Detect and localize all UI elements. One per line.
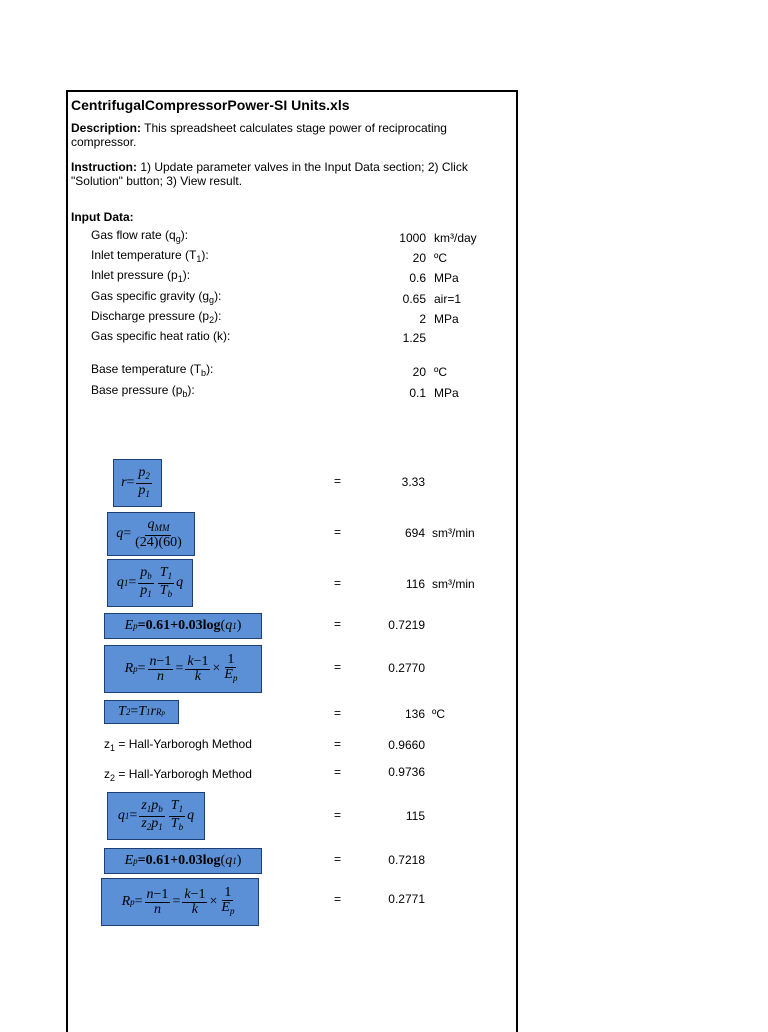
result-value: 0.9660: [388, 738, 425, 752]
input-value[interactable]: 1000: [399, 231, 426, 245]
result-unit: sm³/min: [432, 577, 475, 591]
input-label: Base pressure $(p_b)$:: [91, 383, 195, 399]
corrected-efficiency-formula: E p =0.61+0.03log ( q 1 ): [104, 848, 262, 874]
input-unit: ºC: [434, 365, 448, 379]
description: [71, 121, 501, 149]
result-value: 0.7218: [388, 853, 425, 867]
equals-sign: =: [334, 808, 342, 822]
instruction-label: Instruction:: [71, 160, 137, 174]
result-value: 115: [405, 809, 425, 823]
equals-sign: =: [334, 660, 342, 674]
result-value: 3.33: [401, 475, 425, 489]
instruction: [71, 160, 501, 188]
document-title: CentrifugalCompressorPower-SI Units.xls: [71, 97, 350, 113]
input-unit: MPa: [434, 271, 459, 285]
description-text: This spreadsheet calculates stage power of reciprocating compressor.: [71, 121, 447, 149]
result-value: 0.2770: [388, 661, 425, 675]
input-label: Inlet pressure $(p_1)$:: [91, 268, 191, 284]
standard-flow-formula: q = $\frac{q_{MM}}{(24)(60)}$: [107, 512, 195, 556]
input-value[interactable]: 0.65: [402, 292, 426, 306]
equals-sign: =: [334, 576, 342, 590]
input-label: Discharge pressure $(p_2)$:: [91, 309, 222, 325]
input-unit: km³/day: [434, 231, 477, 245]
efficiency-formula: E p =0.61+0.03log ( q 1 ): [104, 613, 262, 639]
result-value: 694: [404, 526, 425, 540]
discharge-temperature-formula: T 2 = T 1 r Rp: [104, 700, 179, 724]
equals-sign: =: [334, 706, 342, 720]
result-value: 0.7219: [388, 618, 425, 632]
result-value: 116: [405, 577, 425, 591]
equals-sign: =: [334, 525, 342, 539]
input-value[interactable]: 20: [412, 365, 426, 379]
result-value: 0.2771: [388, 892, 425, 906]
input-label: Gas specific heat ratio (k):: [91, 329, 231, 343]
equals-sign: =: [334, 852, 342, 866]
input-value[interactable]: 1.25: [402, 331, 426, 345]
equals-sign: =: [334, 892, 342, 906]
input-label: Gas flow rate $(q_g)$:: [91, 228, 189, 244]
input-value[interactable]: 0.6: [409, 271, 426, 285]
z1-method-label: $z_1$ = Hall-Yarborogh Method: [104, 737, 252, 753]
equals-sign: =: [334, 474, 342, 488]
input-label: Base temperature $(T_b)$:: [91, 362, 214, 378]
result-unit: ºC: [432, 707, 446, 721]
input-value[interactable]: 0.1: [409, 386, 426, 400]
input-unit: ºC: [434, 251, 448, 265]
result-value: 136: [404, 707, 425, 721]
z2-method-label: $z_2$ = Hall-Yarborogh Method: [104, 767, 252, 783]
equals-sign: =: [334, 617, 342, 631]
instruction-text: 1) Update parameter valves in the Input Data section; 2) Click "Solution" button; 3) View result.: [71, 160, 468, 188]
input-unit: MPa: [434, 386, 459, 400]
equals-sign: =: [334, 737, 342, 751]
polytropic-ratio-formula: R p = $\frac{n-1}{n}$ = $\frac{k-1}{k}$ × $\frac{1}{E_p}$: [104, 645, 262, 693]
input-unit: air=1: [434, 292, 462, 306]
input-label: Inlet temperature $(T_1)$:: [91, 248, 209, 264]
corrected-polytropic-ratio-formula: R p = $\frac{n-1}{n}$ = $\frac{k-1}{k}$ × $\frac{1}{E_p}$: [101, 878, 259, 926]
input-value[interactable]: 2: [419, 312, 426, 326]
spreadsheet-page: [66, 90, 518, 1032]
description-label: Description:: [71, 121, 142, 135]
result-unit: sm³/min: [432, 526, 475, 540]
compression-ratio-formula: r = $\frac{p_2}{p_1}$: [113, 459, 162, 507]
result-value: 0.9736: [388, 765, 425, 779]
input-value[interactable]: 20: [412, 251, 426, 265]
input-data-header: Input Data:: [71, 210, 134, 224]
corrected-inlet-flow-formula: q 1 = $\frac{z_1p_b}{z_2p_1}$ $\frac{T_1}{T_b}$ q: [107, 792, 205, 840]
input-label: Gas specific gravity $(g_g)$:: [91, 289, 222, 305]
inlet-flow-formula: q 1 = $\frac{p_b}{p_1}$ $\frac{T_1}{T_b}$ q: [107, 559, 193, 607]
input-unit: MPa: [434, 312, 459, 326]
equals-sign: =: [334, 765, 342, 779]
